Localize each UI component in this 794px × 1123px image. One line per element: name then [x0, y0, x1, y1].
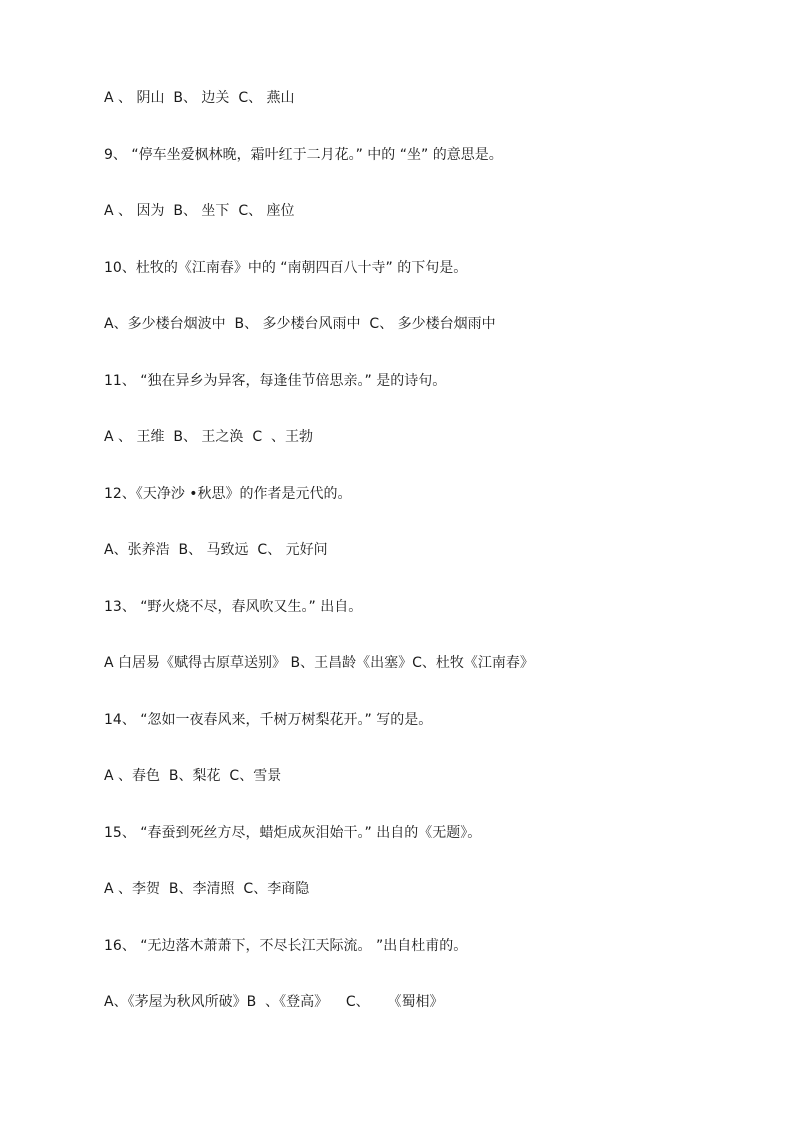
question-14: 14、 “忽如一夜春风来，千树万树梨花开。” 写的是。	[104, 712, 433, 728]
question-10: 10、杜牧的《江南春》中的 “南朝四百八十寺” 的下句是。	[104, 260, 468, 276]
question-13: 13、 “野火烧不尽，春风吹又生。” 出自。	[104, 599, 363, 615]
answer-options-16: A、《茅屋为秋风所破》B 、《登高》 C、 《蜀相》	[104, 994, 444, 1010]
question-11: 11、 “独在异乡为异客，每逢佳节倍思亲。” 是的诗句。	[104, 373, 447, 389]
answer-options-15: A 、李贺 B、李清照 C、李商隐	[104, 881, 310, 897]
answer-options-12: A、张养浩 B、 马致远 C、 元好问	[104, 542, 328, 558]
answer-options-14: A 、春色 B、梨花 C、雪景	[104, 768, 282, 784]
question-16: 16、 “无边落木萧萧下，不尽长江天际流。 ”出自杜甫的。	[104, 938, 468, 954]
question-15: 15、 “春蚕到死丝方尽，蜡炬成灰泪始干。” 出自的《无题》。	[104, 825, 482, 841]
answer-options-9: A 、 因为 B、 坐下 C、 座位	[104, 203, 295, 219]
question-12: 12、《天净沙 •秋思》的作者是元代的。	[104, 486, 352, 502]
answer-options-13: A 白居易《赋得古原草送别》 B、王昌龄《出塞》C、杜牧《江南春》	[104, 655, 534, 671]
answer-options-10: A、多少楼台烟波中 B、 多少楼台风雨中 C、 多少楼台烟雨中	[104, 316, 496, 332]
question-9: 9、 “停车坐爱枫林晚，霜叶红于二月花。” 中的 “坐” 的意思是。	[104, 147, 503, 163]
answer-options-8: A 、 阴山 B、 边关 C、 燕山	[104, 90, 295, 106]
answer-options-11: A 、 王维 B、 王之涣 C 、王勃	[104, 429, 314, 445]
